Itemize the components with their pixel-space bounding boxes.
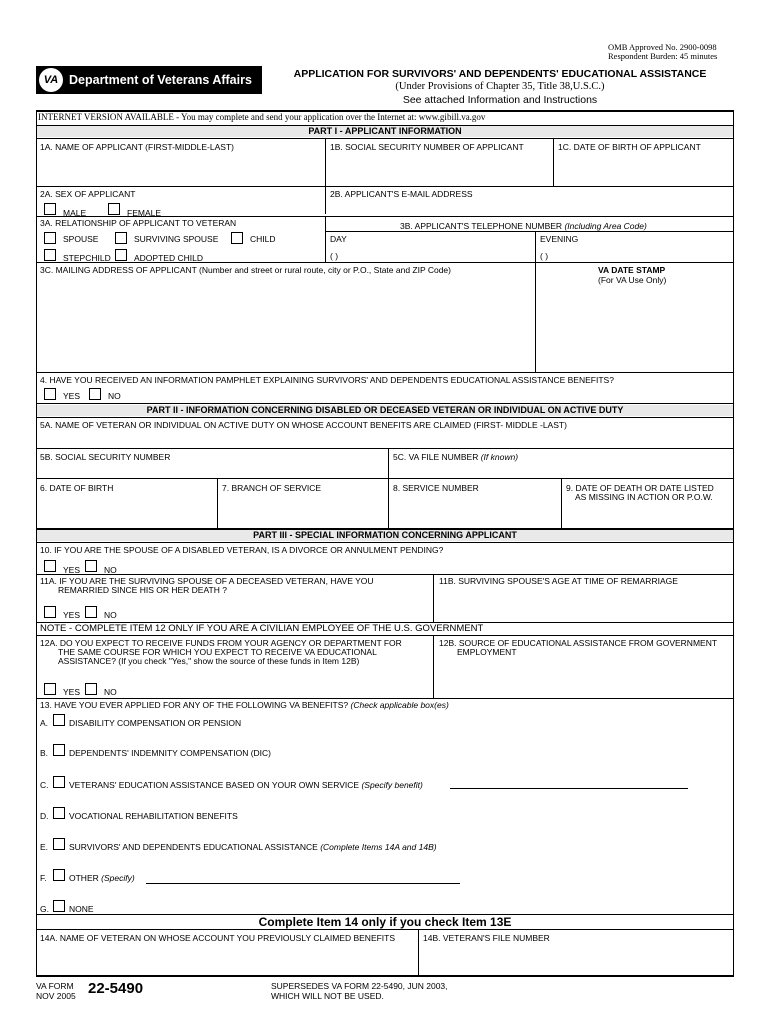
field-13-note: (Check applicable box(es)	[350, 700, 449, 710]
pamphlet-yes-label: YES	[63, 391, 81, 401]
applicant-ssn-input[interactable]	[327, 154, 552, 184]
surviving-spouse-label: SURVIVING SPOUSE	[134, 234, 219, 244]
previous-veteran-file-input[interactable]	[420, 945, 733, 974]
field-5c-note: (If known)	[480, 452, 519, 462]
field-3a-label: 3A. RELATIONSHIP OF APPLICANT TO VETERAN	[40, 218, 237, 228]
option-a-label: DISABILITY COMPENSATION OR PENSION	[69, 718, 242, 728]
field-11a-label-line2: REMARRIED SINCE HIS OR HER DEATH ?	[58, 585, 227, 595]
field-4-label: 4. HAVE YOU RECEIVED AN INFORMATION PAMPHLET EXPLAINING SURVIVORS' AND DEPENDENTS EDUCATIONAL ASSISTANCE BENEFITS?	[40, 375, 614, 385]
day-phone-input[interactable]: ( )	[330, 251, 339, 261]
remarriage-age-input[interactable]	[435, 588, 733, 620]
female-checkbox[interactable]	[108, 203, 120, 215]
option-f-note: (Specify)	[101, 873, 135, 883]
field-12a-label-line3: ASSISTANCE? (If you check "Yes," show the source of these funds in Item 12B)	[58, 656, 360, 666]
field-13-label	[40, 700, 449, 710]
field-5c-text: 5C. VA FILE NUMBER	[393, 452, 479, 462]
remarried-no-checkbox[interactable]	[85, 606, 97, 618]
option-f-letter: F.	[40, 873, 47, 883]
child-checkbox[interactable]	[231, 232, 243, 244]
option-e-note: (Complete Items 14A and 14B)	[320, 842, 437, 852]
option-b-label: DEPENDENTS' INDEMNITY COMPENSATION (DIC)	[69, 748, 272, 758]
adopted-child-checkbox[interactable]	[115, 249, 127, 261]
specify-benefit-line[interactable]	[450, 788, 688, 789]
option-e-label	[69, 842, 437, 852]
female-label: FEMALE	[127, 208, 162, 218]
stepchild-checkbox[interactable]	[44, 249, 56, 261]
divorce-yes-label: YES	[63, 565, 81, 575]
field-2a-label: 2A. SEX OF APPLICANT	[40, 189, 136, 199]
va-logo	[36, 66, 262, 94]
supersedes-line1: SUPERSEDES VA FORM 22-5490, JUN 2003,	[271, 981, 448, 991]
divorce-no-label: NO	[104, 565, 117, 575]
specify-other-line[interactable]	[146, 883, 460, 884]
va-form-label: VA FORM	[36, 981, 74, 991]
va-seal-icon: VA	[39, 68, 63, 92]
surviving-spouse-checkbox[interactable]	[115, 232, 127, 244]
field-12b-label-line2: EMPLOYMENT	[457, 647, 517, 657]
part3-heading: PART III - SPECIAL INFORMATION CONCERNING APPLICANT	[36, 530, 734, 541]
field-1b-label: 1B. SOCIAL SECURITY NUMBER OF APPLICANT	[330, 142, 524, 152]
adopted-child-label: ADOPTED CHILD	[134, 253, 203, 263]
remarried-yes-label: YES	[63, 610, 81, 620]
divorce-no-checkbox[interactable]	[85, 560, 97, 572]
option-c-label	[69, 780, 423, 790]
pamphlet-yes-checkbox[interactable]	[44, 388, 56, 400]
field-11b-label: 11B. SURVIVING SPOUSE'S AGE AT TIME OF REMARRIAGE	[439, 576, 678, 586]
option-c-letter: C.	[40, 780, 49, 790]
field-9-label-line1: 9. DATE OF DEATH OR DATE LISTED	[566, 483, 714, 493]
option-f-text: OTHER	[69, 873, 99, 883]
evening-label: EVENING	[540, 234, 579, 244]
form-date: NOV 2005	[36, 991, 76, 1001]
field-1c-label: 1C. DATE OF BIRTH OF APPLICANT	[558, 142, 701, 152]
stepchild-label: STEPCHILD	[63, 253, 111, 263]
option-b-letter: B.	[40, 748, 49, 758]
part2-heading: PART II - INFORMATION CONCERNING DISABLED OR DECEASED VETERAN OR INDIVIDUAL ON ACTIVE DUTY	[36, 405, 734, 416]
form-number: 22-5490	[88, 980, 144, 997]
field-9-label-line2: AS MISSING IN ACTION OR P.O.W.	[575, 492, 713, 502]
field-7-label: 7. BRANCH OF SERVICE	[222, 483, 322, 493]
applicant-name-input[interactable]	[37, 154, 324, 184]
option-g-letter: G.	[40, 904, 49, 914]
option-c-note: (Specify benefit)	[361, 780, 423, 790]
option-e-checkbox[interactable]	[53, 838, 65, 850]
va-date-stamp-title: VA DATE STAMP	[598, 265, 666, 275]
veteran-dob-input[interactable]	[37, 503, 216, 527]
field-14b-label: 14B. VETERAN'S FILE NUMBER	[423, 933, 550, 943]
option-b-checkbox[interactable]	[53, 744, 65, 756]
field-12a-label-line2: THE SAME COURSE FOR WHICH YOU EXPECT TO RECEIVE VA EDUCATIONAL	[58, 647, 377, 657]
note-item-12: NOTE - COMPLETE ITEM 12 ONLY IF YOU ARE A CIVILIAN EMPLOYEE OF THE U.S. GOVERNMENT	[40, 623, 484, 634]
respondent-burden: Respondent Burden: 45 minutes	[608, 51, 718, 61]
option-d-checkbox[interactable]	[53, 807, 65, 819]
pamphlet-no-checkbox[interactable]	[89, 388, 101, 400]
field-10-label: 10. IF YOU ARE THE SPOUSE OF A DISABLED VETERAN, IS A DIVORCE OR ANNULMENT PENDING?	[40, 545, 444, 555]
see-attached: See attached Information and Instructions	[402, 94, 598, 106]
branch-of-service-input[interactable]	[219, 503, 387, 527]
field-1a-label: 1A. NAME OF APPLICANT (FIRST-MIDDLE-LAST)	[40, 142, 234, 152]
option-c-checkbox[interactable]	[53, 776, 65, 788]
field-11a-label-line1: 11A. IF YOU ARE THE SURVIVING SPOUSE OF A DECEASED VETERAN, HAVE YOU	[40, 576, 374, 586]
supersedes-line2: WHICH WILL NOT BE USED.	[271, 991, 384, 1001]
applicant-dob-input[interactable]	[555, 154, 733, 184]
veteran-name-input[interactable]	[37, 431, 733, 447]
option-f-checkbox[interactable]	[53, 869, 65, 881]
field-3c-label: 3C. MAILING ADDRESS OF APPLICANT (Number and street or rural route, city or P.O., State and ZIP Code)	[40, 265, 451, 275]
spouse-checkbox[interactable]	[44, 232, 56, 244]
option-e-letter: E.	[40, 842, 49, 852]
applicant-email-input[interactable]	[327, 200, 733, 214]
logo-text: Department of Veterans Affairs	[69, 73, 252, 87]
field-12b-label-line1: 12B. SOURCE OF EDUCATIONAL ASSISTANCE FROM GOVERNMENT	[439, 638, 718, 648]
spouse-label: SPOUSE	[63, 234, 99, 244]
divorce-yes-checkbox[interactable]	[44, 560, 56, 572]
agency-funds-yes-checkbox[interactable]	[44, 683, 56, 695]
mailing-address-input[interactable]	[37, 277, 533, 369]
field-3b-note: (Including Area Code)	[564, 221, 647, 231]
field-2b-label: 2B. APPLICANT'S E-MAIL ADDRESS	[330, 189, 473, 199]
option-d-label: VOCATIONAL REHABILITATION BENEFITS	[69, 811, 238, 821]
date-of-death-input[interactable]	[563, 503, 733, 527]
field-3b-label	[400, 221, 647, 231]
option-g-label: NONE	[69, 904, 94, 914]
field-12a-label-line1: 12A. DO YOU EXPECT TO RECEIVE FUNDS FROM YOUR AGENCY OR DEPARTMENT FOR	[40, 638, 402, 648]
agency-funds-no-label: NO	[104, 687, 117, 697]
option-g-checkbox[interactable]	[53, 900, 65, 912]
male-label: MALE	[63, 208, 87, 218]
va-file-number-input[interactable]	[390, 463, 733, 477]
option-a-checkbox[interactable]	[53, 714, 65, 726]
va-date-stamp-note: (For VA Use Only)	[598, 275, 667, 285]
remarried-no-label: NO	[104, 610, 117, 620]
option-e-text: SURVIVORS' AND DEPENDENTS EDUCATIONAL ASSISTANCE	[69, 842, 318, 852]
field-5b-label: 5B. SOCIAL SECURITY NUMBER	[40, 452, 171, 462]
form-title: APPLICATION FOR SURVIVORS' AND DEPENDENTS' EDUCATIONAL ASSISTANCE	[293, 68, 707, 80]
pamphlet-no-label: NO	[108, 391, 121, 401]
field-3b-text: 3B. APPLICANT'S TELEPHONE NUMBER	[400, 221, 563, 231]
evening-phone-input[interactable]: ( )	[540, 251, 549, 261]
omb-number: OMB Approved No. 2900-0098	[608, 42, 717, 52]
field-5a-label: 5A. NAME OF VETERAN OR INDIVIDUAL ON ACTIVE DUTY ON WHOSE ACCOUNT BENEFITS ARE CLAIMED (FIRST- MIDDLE -LAST)	[40, 420, 567, 430]
complete-item-14-note: Complete Item 14 only if you check Item 13E	[258, 915, 512, 929]
field-6-label: 6. DATE OF BIRTH	[40, 483, 114, 493]
option-f-label	[69, 873, 135, 883]
field-14a-label: 14A. NAME OF VETERAN ON WHOSE ACCOUNT YOU PREVIOUSLY CLAIMED BENEFITS	[40, 933, 396, 943]
option-a-letter: A.	[40, 718, 49, 728]
previous-veteran-name-input[interactable]	[37, 945, 417, 974]
agency-funds-no-checkbox[interactable]	[85, 683, 97, 695]
option-d-letter: D.	[40, 811, 49, 821]
part1-heading: PART I - APPLICANT INFORMATION	[36, 126, 734, 137]
field-5c-label	[393, 452, 518, 462]
day-label: DAY	[330, 234, 347, 244]
remarried-yes-checkbox[interactable]	[44, 606, 56, 618]
option-c-text: VETERANS' EDUCATION ASSISTANCE BASED ON YOUR OWN SERVICE	[69, 780, 360, 790]
field-8-label: 8. SERVICE NUMBER	[393, 483, 479, 493]
service-number-input[interactable]	[390, 503, 560, 527]
male-checkbox[interactable]	[44, 203, 56, 215]
internet-notice: INTERNET VERSION AVAILABLE - You may complete and send your application over the Internet at: www.gibill.va.gov	[38, 112, 486, 122]
form-subtitle: (Under Provisions of Chapter 35, Title 38,U.S.C.)	[395, 81, 605, 92]
agency-funds-yes-label: YES	[63, 687, 81, 697]
veteran-ssn-input[interactable]	[37, 463, 387, 477]
field-13-text: 13. HAVE YOU EVER APPLIED FOR ANY OF THE FOLLOWING VA BENEFITS?	[40, 700, 349, 710]
funding-source-input[interactable]	[435, 659, 733, 697]
child-label: CHILD	[250, 234, 276, 244]
